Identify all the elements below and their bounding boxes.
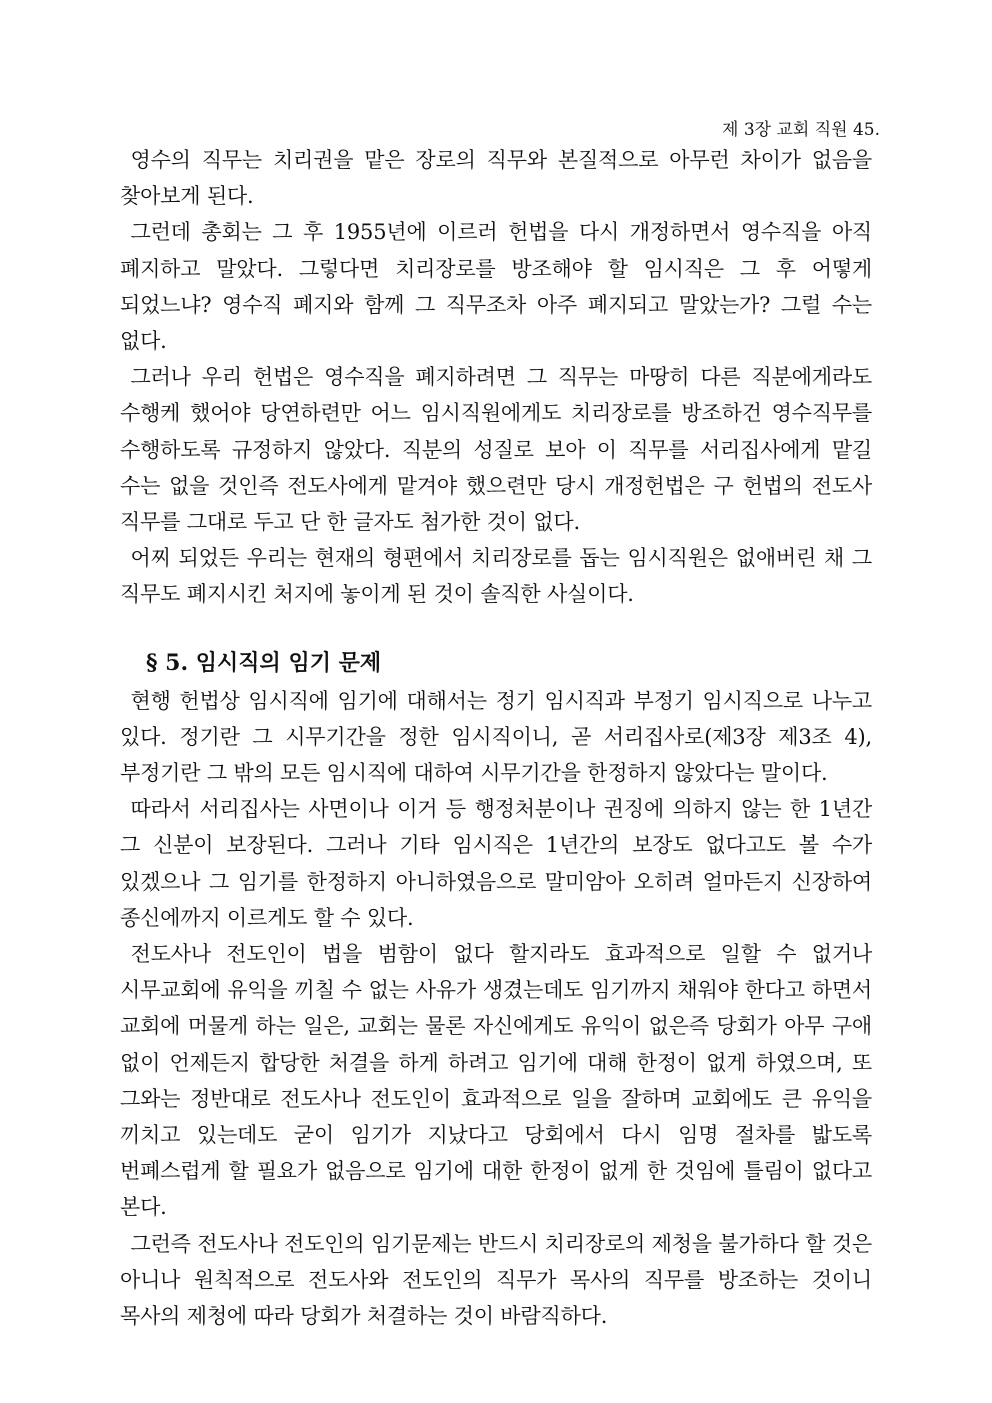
paragraph: 어찌 되었든 우리는 현재의 형편에서 치리장로를 돕는 임시직원은 없애버린 채 그 직무도 폐지시킨 처지에 놓이게 된 것이 솔직한 사실이다. <box>120 546 872 607</box>
running-header: 제 3장 교회 직원 45. <box>722 120 880 140</box>
paragraph: 전도사나 전도인이 법을 범함이 없다 할지라도 효과적으로 일할 수 없거나 시무교회에 유익을 끼칠 수 없는 사유가 생겼는데도 임기까지 채워야 한다고 하면서 교회에 머물게 하는 일은, 교회는 물론 자신에게도 유익이 없은즉 당회가 아무 구애 없이 언제든지 합당한 처결을 하게 하려고 임기에 대해 한정이 없게 하였으며, 또 그와는 정반대로 전도사나 전도인이 효과적으로 일을 잘하며 교회에도 큰 유익을 끼치고 있는데도 굳이 임기가 지났다고 당회에서 다시 임명 절차를 밟도록 번폐스럽게 할 필요가 없음으로 임기에 대한 한정이 없게 한 것임에 틀림이 없다고 본다. <box>120 942 872 1220</box>
section-heading: § 5. 임시직의 임기 문제 <box>146 649 382 676</box>
paragraph: 그러나 우리 헌법은 영수직을 폐지하려면 그 직무는 마땅히 다른 직분에게라도 수행케 했어야 당연하련만 어느 임시직원에게도 치리장로를 방조하건 영수직무를 수행하도록 규정하지 않았다. 직분의 성질로 보아 이 직무를 서리집사에게 맡길 수는 없을 것인즉 전도사에게 맡겨야 했으련만 당시 개정헌법은 구 헌법의 전도사 직무를 그대로 두고 단 한 글자도 첨가한 것이 없다. <box>120 365 872 535</box>
paragraph: 그런데 총회는 그 후 1955년에 이르러 헌법을 다시 개정하면서 영수직을 아직 폐지하고 말았다. 그렇다면 치리장로를 방조해야 할 임시직은 그 후 어떻게 되었느냐? 영수직 폐지와 함께 그 직무조차 아주 폐지되고 말았는가? 그럴 수는 없다. <box>120 220 872 354</box>
paragraph: 그런즉 전도사나 전도인의 임기문제는 반드시 치리장로의 제청을 불가하다 할 것은 아니나 원칙적으로 전도사와 전도인의 직무가 목사의 직무를 방조하는 것이니 목사의 제청에 따라 당회가 처결하는 것이 바람직하다. <box>120 1231 872 1329</box>
paragraph: 현행 헌법상 임시직에 임기에 대해서는 정기 임시직과 부정기 임시직으로 나누고 있다. 정기란 그 시무기간을 정한 임시직이니, 곧 서리집사로(제3장 제3조 4), 부정기란 그 밖의 모든 임시직에 대하여 시무기간을 한정하지 않았다는 말이다. <box>120 688 872 786</box>
paragraph: 영수의 직무는 치리권을 맡은 장로의 직무와 본질적으로 아무런 차이가 없음을 찾아보게 된다. <box>120 148 872 209</box>
body-text <box>120 142 872 1334</box>
paragraph: 따라서 서리집사는 사면이나 이거 등 행정처분이나 권징에 의하지 않는 한 1년간 그 신분이 보장된다. 그러나 기타 임시직은 1년간의 보장도 없다고도 볼 수가 있겠으나 그 임기를 한정하지 아니하였음으로 말미암아 오히려 얼마든지 신장하여 종신에까지 이르게도 할 수 있다. <box>120 797 872 930</box>
